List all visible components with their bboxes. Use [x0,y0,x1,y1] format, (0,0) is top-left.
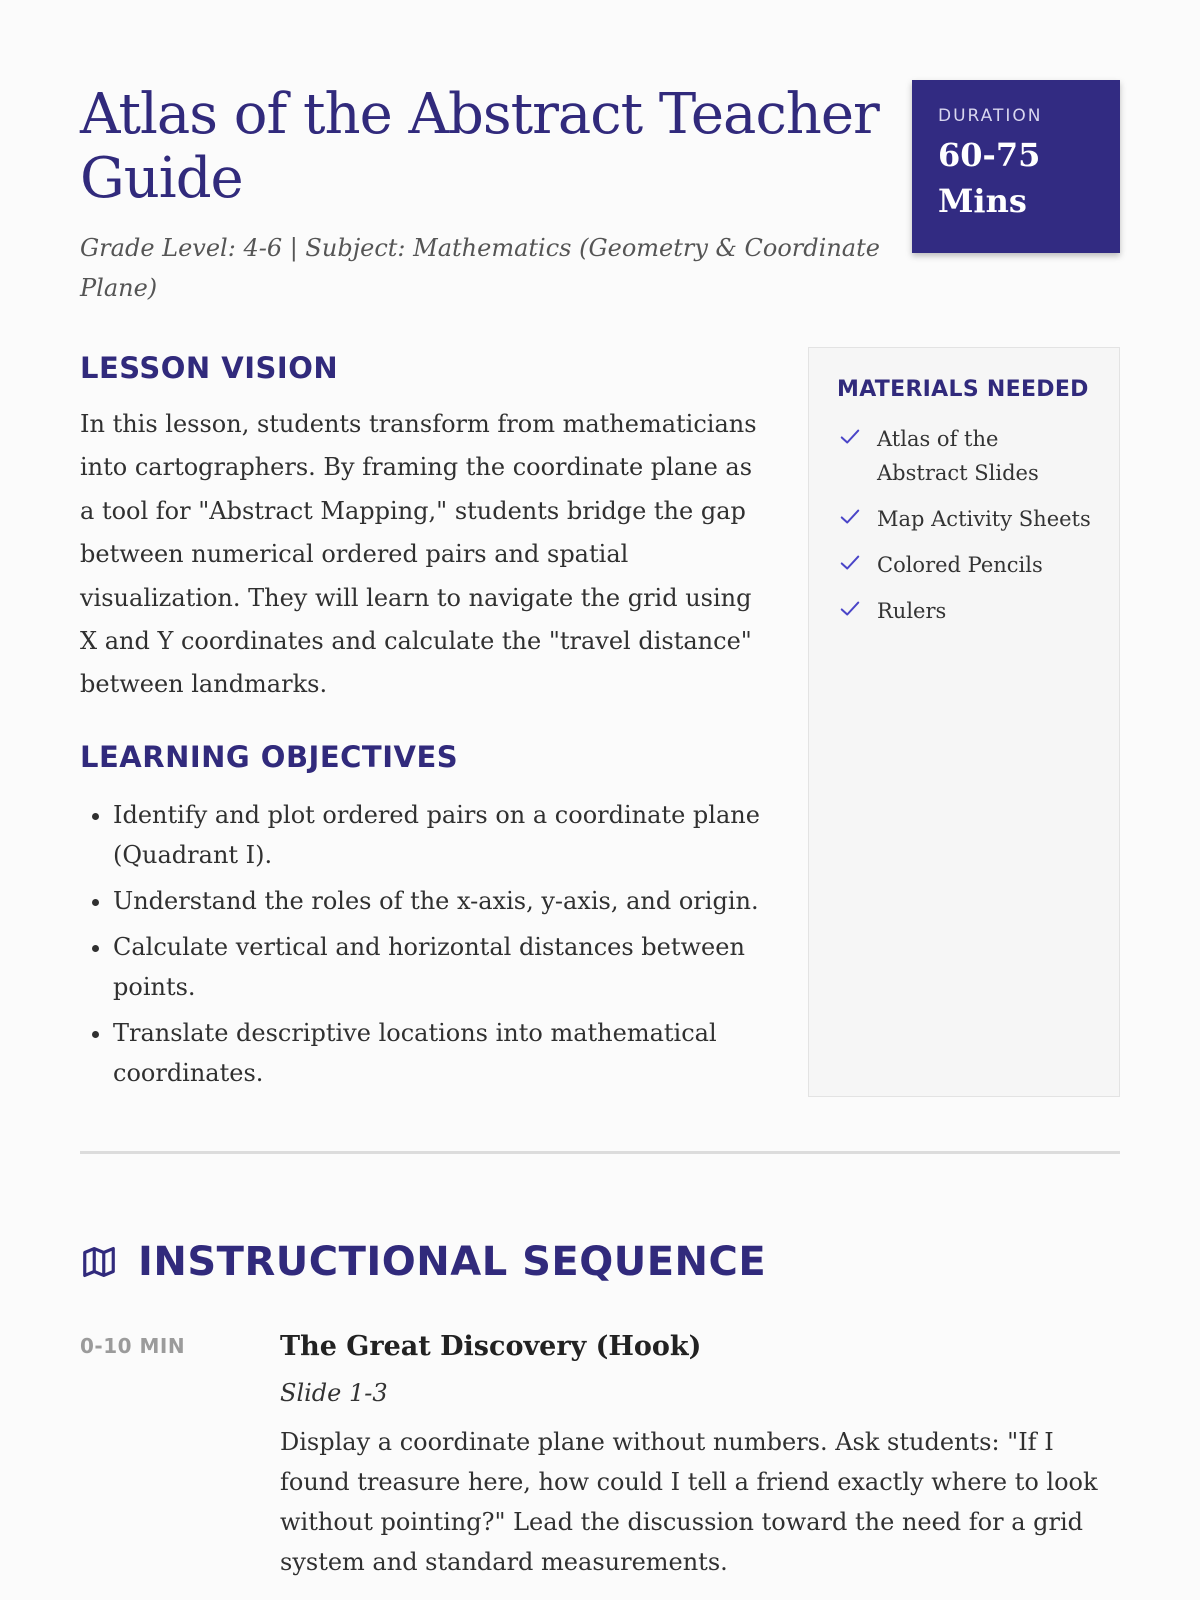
check-icon [839,598,861,620]
section-divider [80,1151,1120,1154]
instructional-sequence-header [80,1238,766,1286]
objective-item: • Understand the roles of the x-axis, y-axis, and origin. [113,881,793,921]
learning-objectives-list [80,795,793,1099]
materials-heading: MATERIALS NEEDED [837,377,1089,402]
step-slide-reference: Slide 1-3 [280,1379,388,1407]
check-icon [839,426,861,448]
duration-label: DURATION [938,106,1043,126]
duration-badge [912,80,1120,253]
materials-list [837,422,1091,628]
lesson-vision-text: In this lesson, students transform from mathematicians into cartographers. By framing the coordinate plane as a tool for "Abstract Mapping," students bridge the gap between numerical ordered pairs and spatial visualization. They will learn to navigate the grid using X and Y coordinates and calculate the "travel distance" between landmarks. [80,410,757,699]
check-icon [839,552,861,574]
page-title: Atlas of the Abstract Teacher Guide [80,82,879,211]
step-time: 0-10 MIN [80,1334,186,1358]
step-body [280,1328,1120,1582]
materials-item [837,594,1091,628]
materials-item-label: Atlas of the Abstract Slides [877,427,1039,485]
check-icon [839,506,861,528]
map-icon [80,1243,118,1281]
instructional-sequence-heading: INSTRUCTIONAL SEQUENCE [138,1239,767,1285]
page-subtitle: Grade Level: 4-6 | Subject: Mathematics (Geometry & Coordinate Plane) [80,234,880,302]
materials-item-label: Rulers [877,599,947,623]
duration-value-unit: Mins [938,182,1027,220]
materials-item [837,502,1091,536]
lesson-vision-heading: LESSON VISION [80,351,339,385]
guide-header [80,0,1120,340]
materials-item [837,548,1091,582]
objective-item: • Identify and plot ordered pairs on a coordinate plane (Quadrant I). [113,795,793,875]
step-description: Display a coordinate plane without numbers. Ask students: "If I found treasure here, how could I tell a friend exactly where to look without pointing?" Lead the discussion toward the need for a grid system and standard measurements. [280,1428,1098,1576]
learning-objectives-heading: LEARNING OBJECTIVES [80,740,459,774]
materials-item-label: Map Activity Sheets [877,507,1091,531]
guide-content [80,340,1120,1170]
materials-item-label: Colored Pencils [877,553,1043,577]
materials-item [837,422,1091,490]
step-title: The Great Discovery (Hook) [280,1331,702,1362]
duration-value [938,132,1094,224]
objective-item: • Translate descriptive locations into mathematical coordinates. [113,1013,793,1093]
materials-panel [808,347,1120,1097]
duration-value-range: 60-75 [938,136,1041,174]
objective-item: • Calculate vertical and horizontal distances between points. [113,927,793,1007]
